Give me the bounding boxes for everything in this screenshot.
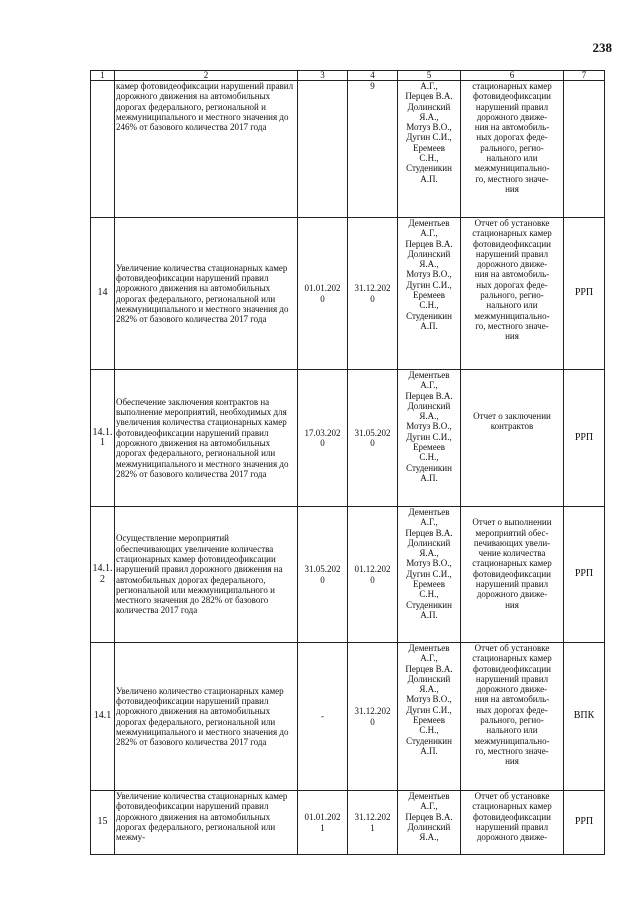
header-cell: 1 [91, 71, 115, 81]
end-date: 31.05.202 0 [348, 370, 398, 507]
row-number: 14.1 [91, 643, 115, 791]
event-text: камер фотовидеофиксации нарушений правил дорожного движения на автомобильных дорогах федерального, региональной и межмуниципального и местного значения до 246% от базового количества 2017 года [115, 81, 298, 218]
table-row [91, 791, 605, 855]
event-text: Осуществление мероприятий обеспечивающих увеличение количества стационарных камер фотовидеофиксации нарушений правил дорожного движения на автомобильных дорогах федерального, региональной или межмуниципального и местного значения до 282% от базового количества 2017 года [115, 507, 298, 643]
executors: Дементьев А.Г., Перцев В.А. Долинский Я.А., Мотуз В.О., Дугин С.И., Еремеев С.Н., Студеникин А.П. [398, 507, 461, 643]
start-date: 01.01.202 1 [298, 791, 348, 855]
event-text: Увеличение количества стационарных камер фотовидеофиксации нарушений правил дорожного движения на автомобильных дорогах федерального, региональной или межмуниципального и местного значения до 282% от базового количества 2017 года [115, 218, 298, 370]
result-document: Отчет об установке стационарных камер фотовидеофиксации нарушений правил дорожного движе- ния на автомобиль- ных дорогах феде- рального, регио- нального или межмуниципально- го, местного значе- ния [461, 218, 564, 370]
header-cell: 4 [348, 71, 398, 81]
executors: Дементьев А.Г., Перцев В.А. Долинский Я.А., [398, 791, 461, 855]
responsible-code: РРП [564, 507, 605, 643]
end-date: 31.12.202 1 [348, 791, 398, 855]
event-text: Увеличение количества стационарных камер фотовидеофиксации нарушений правил дорожного движения на автомобильных дорогах федерального, региональной или межму- [115, 791, 298, 855]
executors: А.Г., Перцев В.А. Долинский Я.А., Мотуз В.О., Дугин С.И., Еремеев С.Н., Студеникин А.П. [398, 81, 461, 218]
responsible-code: РРП [564, 791, 605, 855]
page-number: 238 [592, 40, 612, 55]
result-document: Отчет о заключении контрактов [461, 370, 564, 507]
row-number: 14.1. 1 [91, 370, 115, 507]
header-cell: 6 [461, 71, 564, 81]
result-document: Отчет об установке стационарных камер фотовидеофиксации нарушений правил дорожного движе- [461, 791, 564, 855]
start-date: 31.05.202 0 [298, 507, 348, 643]
table-row [91, 370, 605, 507]
header-row [91, 71, 605, 81]
responsible-code: РРП [564, 218, 605, 370]
header-cell: 7 [564, 71, 605, 81]
header-cell: 3 [298, 71, 348, 81]
row-number: 15 [91, 791, 115, 855]
start-date: 01.01.202 0 [298, 218, 348, 370]
row-number: 14 [91, 218, 115, 370]
responsible-code [564, 81, 605, 218]
header-cell: 5 [398, 71, 461, 81]
result-document: Отчет об установке стационарных камер фотовидеофиксации нарушений правил дорожного движе- ния на автомобиль- ных дорогах феде- рального, регио- нального или межмуниципально- го, местного значе- ния [461, 643, 564, 791]
start-date [298, 81, 348, 218]
executors: Дементьев А.Г., Перцев В.А. Долинский Я.А., Мотуз В.О., Дугин С.И., Еремеев С.Н., Студеникин А.П. [398, 370, 461, 507]
end-date: 01.12.202 0 [348, 507, 398, 643]
table-row [91, 218, 605, 370]
table-row [91, 507, 605, 643]
activities-table [90, 70, 605, 855]
executors: Дементьев А.Г., Перцев В.А. Долинский Я.А., Мотуз В.О., Дугин С.И., Еремеев С.Н., Студеникин А.П. [398, 643, 461, 791]
table-row [91, 81, 605, 218]
responsible-code: ВПК [564, 643, 605, 791]
responsible-code: РРП [564, 370, 605, 507]
table-row [91, 643, 605, 791]
end-date: 9 [348, 81, 398, 218]
start-date: - [298, 643, 348, 791]
event-text: Увеличено количество стационарных камер фотовидеофиксации нарушений правил дорожного движения на автомобильных дорогах федерального, региональной или межмуниципального и местного значения до 282% от базового количества 2017 года [115, 643, 298, 791]
header-cell: 2 [115, 71, 298, 81]
start-date: 17.03.202 0 [298, 370, 348, 507]
row-number [91, 81, 115, 218]
end-date: 31.12.202 0 [348, 218, 398, 370]
result-document: Отчет о выполнении мероприятий обес- печивающих увели- чение количества стационарных камер фотовидеофиксации нарушений правил дорожного движе- ния [461, 507, 564, 643]
result-document: стационарных камер фотовидеофиксации нарушений правил дорожного движе- ния на автомобиль- ных дорогах феде- рального, регио- нального или межмуниципально- го, местного значе- ния [461, 81, 564, 218]
end-date: 31.12.202 0 [348, 643, 398, 791]
row-number: 14.1. 2 [91, 507, 115, 643]
executors: Дементьев А.Г., Перцев В.А. Долинский Я.А., Мотуз В.О., Дугин С.И., Еремеев С.Н., Студеникин А.П. [398, 218, 461, 370]
event-text: Обеспечение заключения контрактов на выполнение мероприятий, необходимых для увеличения количества стационарных камер фотовидеофиксации нарушений правил дорожного движения на автомобильных дорогах федерального, региональной или межмуниципального и местного значения до 282% от базового количества 2017 года [115, 370, 298, 507]
